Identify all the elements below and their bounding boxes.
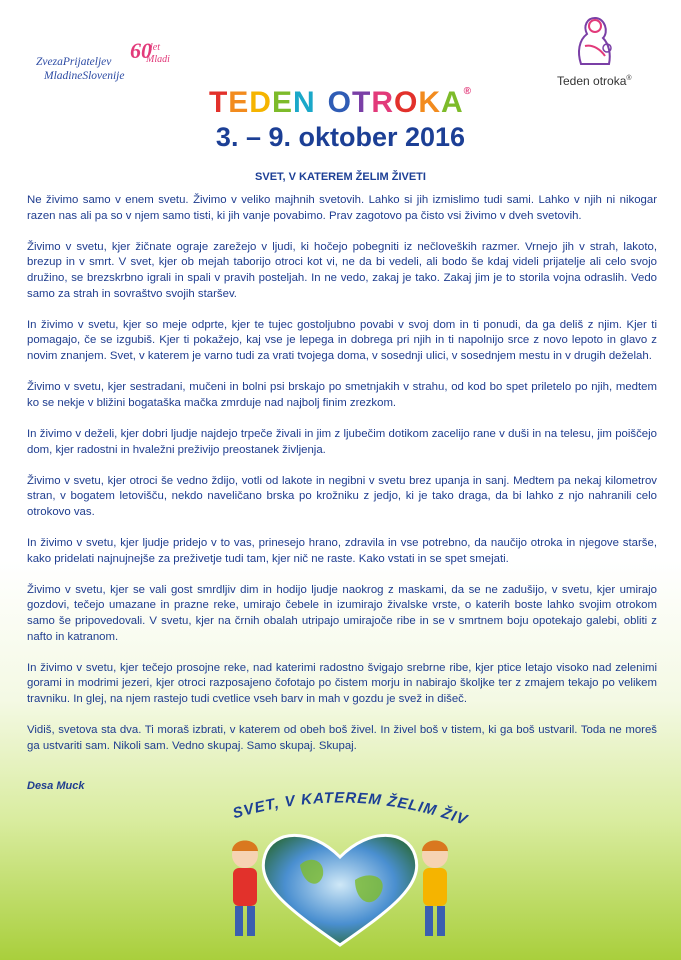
mother-child-icon [565,10,635,72]
title-letter: T [351,86,372,119]
paragraph: Živimo v svetu, kjer se vali gost smrdljiv dim in hodijo ljudje naokrog z maskami, da se ne zadušijo, v svetu, kjer umirajo gozdovi, tečejo umazane in prazne reke, umirajo čebele in izumirajo živalske vrste, o katerih boste lahko svojim otrokom samo še pripovedovali. V svetu, kjer na črnih obalah utripajo umirajoče ribe in se v smrtnem boju opotekajo galebi, obliti z nafto in katranom. [27,583,657,643]
paragraph: In živimo v svetu, kjer tečejo prosojne reke, nad katerimi radostno švigajo srebrne ribe, kjer ptice letajo visoko nad zelenimi gorami in modrimi jezeri, kjer otroci razposajeno čofotajo po čistem morju in nabirajo školjke ter z zmajem tekajo po velikem travniku. In glej, na njem rastejo tudi cvetlice vseh barv in mah v gozdu je svež in dišeč. [27,661,657,705]
zpms-logo [28,40,178,90]
title-letter: D [249,86,272,119]
paragraph: Ne živimo samo v enem svetu. Živimo v veliko majhnih svetovih. Lahko si jih izmislimo tudi sami. Lahko v njih ni nikogar razen nas ali pa so v njem samo tisti, ki jih vanje povabimo. Prav zagotovo pa čisto vsi živimo v dveh svetovih. [27,194,657,222]
heart-illustration [195,785,485,955]
page-title [0,86,681,120]
earth-heart-icon [195,785,485,955]
article-body [27,193,657,770]
event-date: 3. – 9. oktober 2016 [215,122,466,152]
title-letter: E [228,86,250,119]
title-letter: K [418,86,441,119]
logo-line-2: MladineSlovenije [44,70,125,82]
teden-otroka-logo [545,10,665,90]
logo-badge-word-1: let [150,42,160,53]
logo-badge-word-2: Mladi [146,54,170,65]
title-letter: R [371,86,394,119]
author-name: Desa Muck [27,780,85,792]
paragraph: In živimo v svetu, kjer so meje odprte, kjer te tujec gostoljubno povabi v svoj dom in ti ponudi, da ga deliš z njim. Kjer ti pomagajo, če se izgubiš. Kjer ti pokažejo, kaj vse je lepega in dobrega pri njih in ti napolnijo srce z novo lepoto in glavo z novim znanjem. Svet, v katerem je varno tudi za vrati tvojega doma, v sosednji ulici, v sosednjem mestu in v drugih deželah. [27,318,657,362]
registered-mark: ® [463,86,473,97]
paragraph: Živimo v svetu, kjer žičnate ograje zarežejo v ljudi, ki hočejo pobegniti iz nečloveških razmer. Vrnejo jih v strah, lakoto, brezup in v smrt. V svet, kjer ob mejah taborijo otroci kot vi, ne da bi vedeli, ali bodo še kdaj videli prijatelje ali celo svojo družino, se brezskrbno igrali in spali v pravih posteljah. In ne vedo, zakaj je tako. Zakaj jim je to storila vojna odraslih. Vedo samo za strah in sovraštvo svojih staršev. [27,240,657,300]
title-letter: E [271,86,293,119]
logo-caption: Teden otroka® [557,74,632,88]
title-letter: O [327,86,352,119]
article-subtitle: SVET, V KATEREM ŽELIM ŽIVETI [255,171,426,183]
title-letter: T [208,86,229,119]
paragraph: Vidiš, svetova sta dva. Ti moraš izbrati, v katerem od obeh boš živel. In živel boš v tistem, ki ga boš ustvaril. Toda ne moreš ga ustvariti sam. Nikoli sam. Vedno skupaj. Samo skupaj. Skupaj. [27,724,657,752]
svg-text:SVET, V KATEREM ŽELIM ŽIVETI [195,785,471,829]
title-letter: A [441,86,464,119]
title-letter: N [292,86,316,119]
paragraph: Živimo v svetu, kjer otroci še vedno ždijo, votli od lakote in negibni v svetu brez upanja in sanj. Medtem pa nekaj kilometrov stran, v bogatem letovišču, nekdo naveličano brska po krožniku z jedjo, ki je tako draga, da bi lahko z njo nahranili celo otrokovo vas. [27,474,657,518]
title-letter: O [393,86,419,119]
logo-badge-number: 60 [130,38,152,63]
paragraph: In živimo v deželi, kjer dobri ljudje najdejo trpeče živali in jim z ljubečim dotikom zacelijo rane v duši in na telesu, jim poiščejo dom, kjer radostni in hvaležni preživijo preostanek življenja. [27,427,657,456]
logo-line-1: ZvezaPrijateljev [36,56,112,68]
paragraph: Živimo v svetu, kjer sestradani, mučeni in bolni psi brskajo po smetnjakih v strahu, od kod bo spet priletelo po njih, medtem ko se nekje v bližini bogataška mačka zmrduje nad najbolj finim zrezkom. [27,381,657,409]
paragraph: In živimo v svetu, kjer ljudje pridejo v to vas, prinesejo hrano, zdravila in vse potrebno, da naučijo otroka in njegove starše, kako pridelati najnujnejše za preživetje tudi tam, kjer nič ne raste. Kako vstati in se spet smejati. [27,537,657,565]
art-banner-text: SVET, V KATEREM ŽELIM ŽIV [230,789,470,829]
